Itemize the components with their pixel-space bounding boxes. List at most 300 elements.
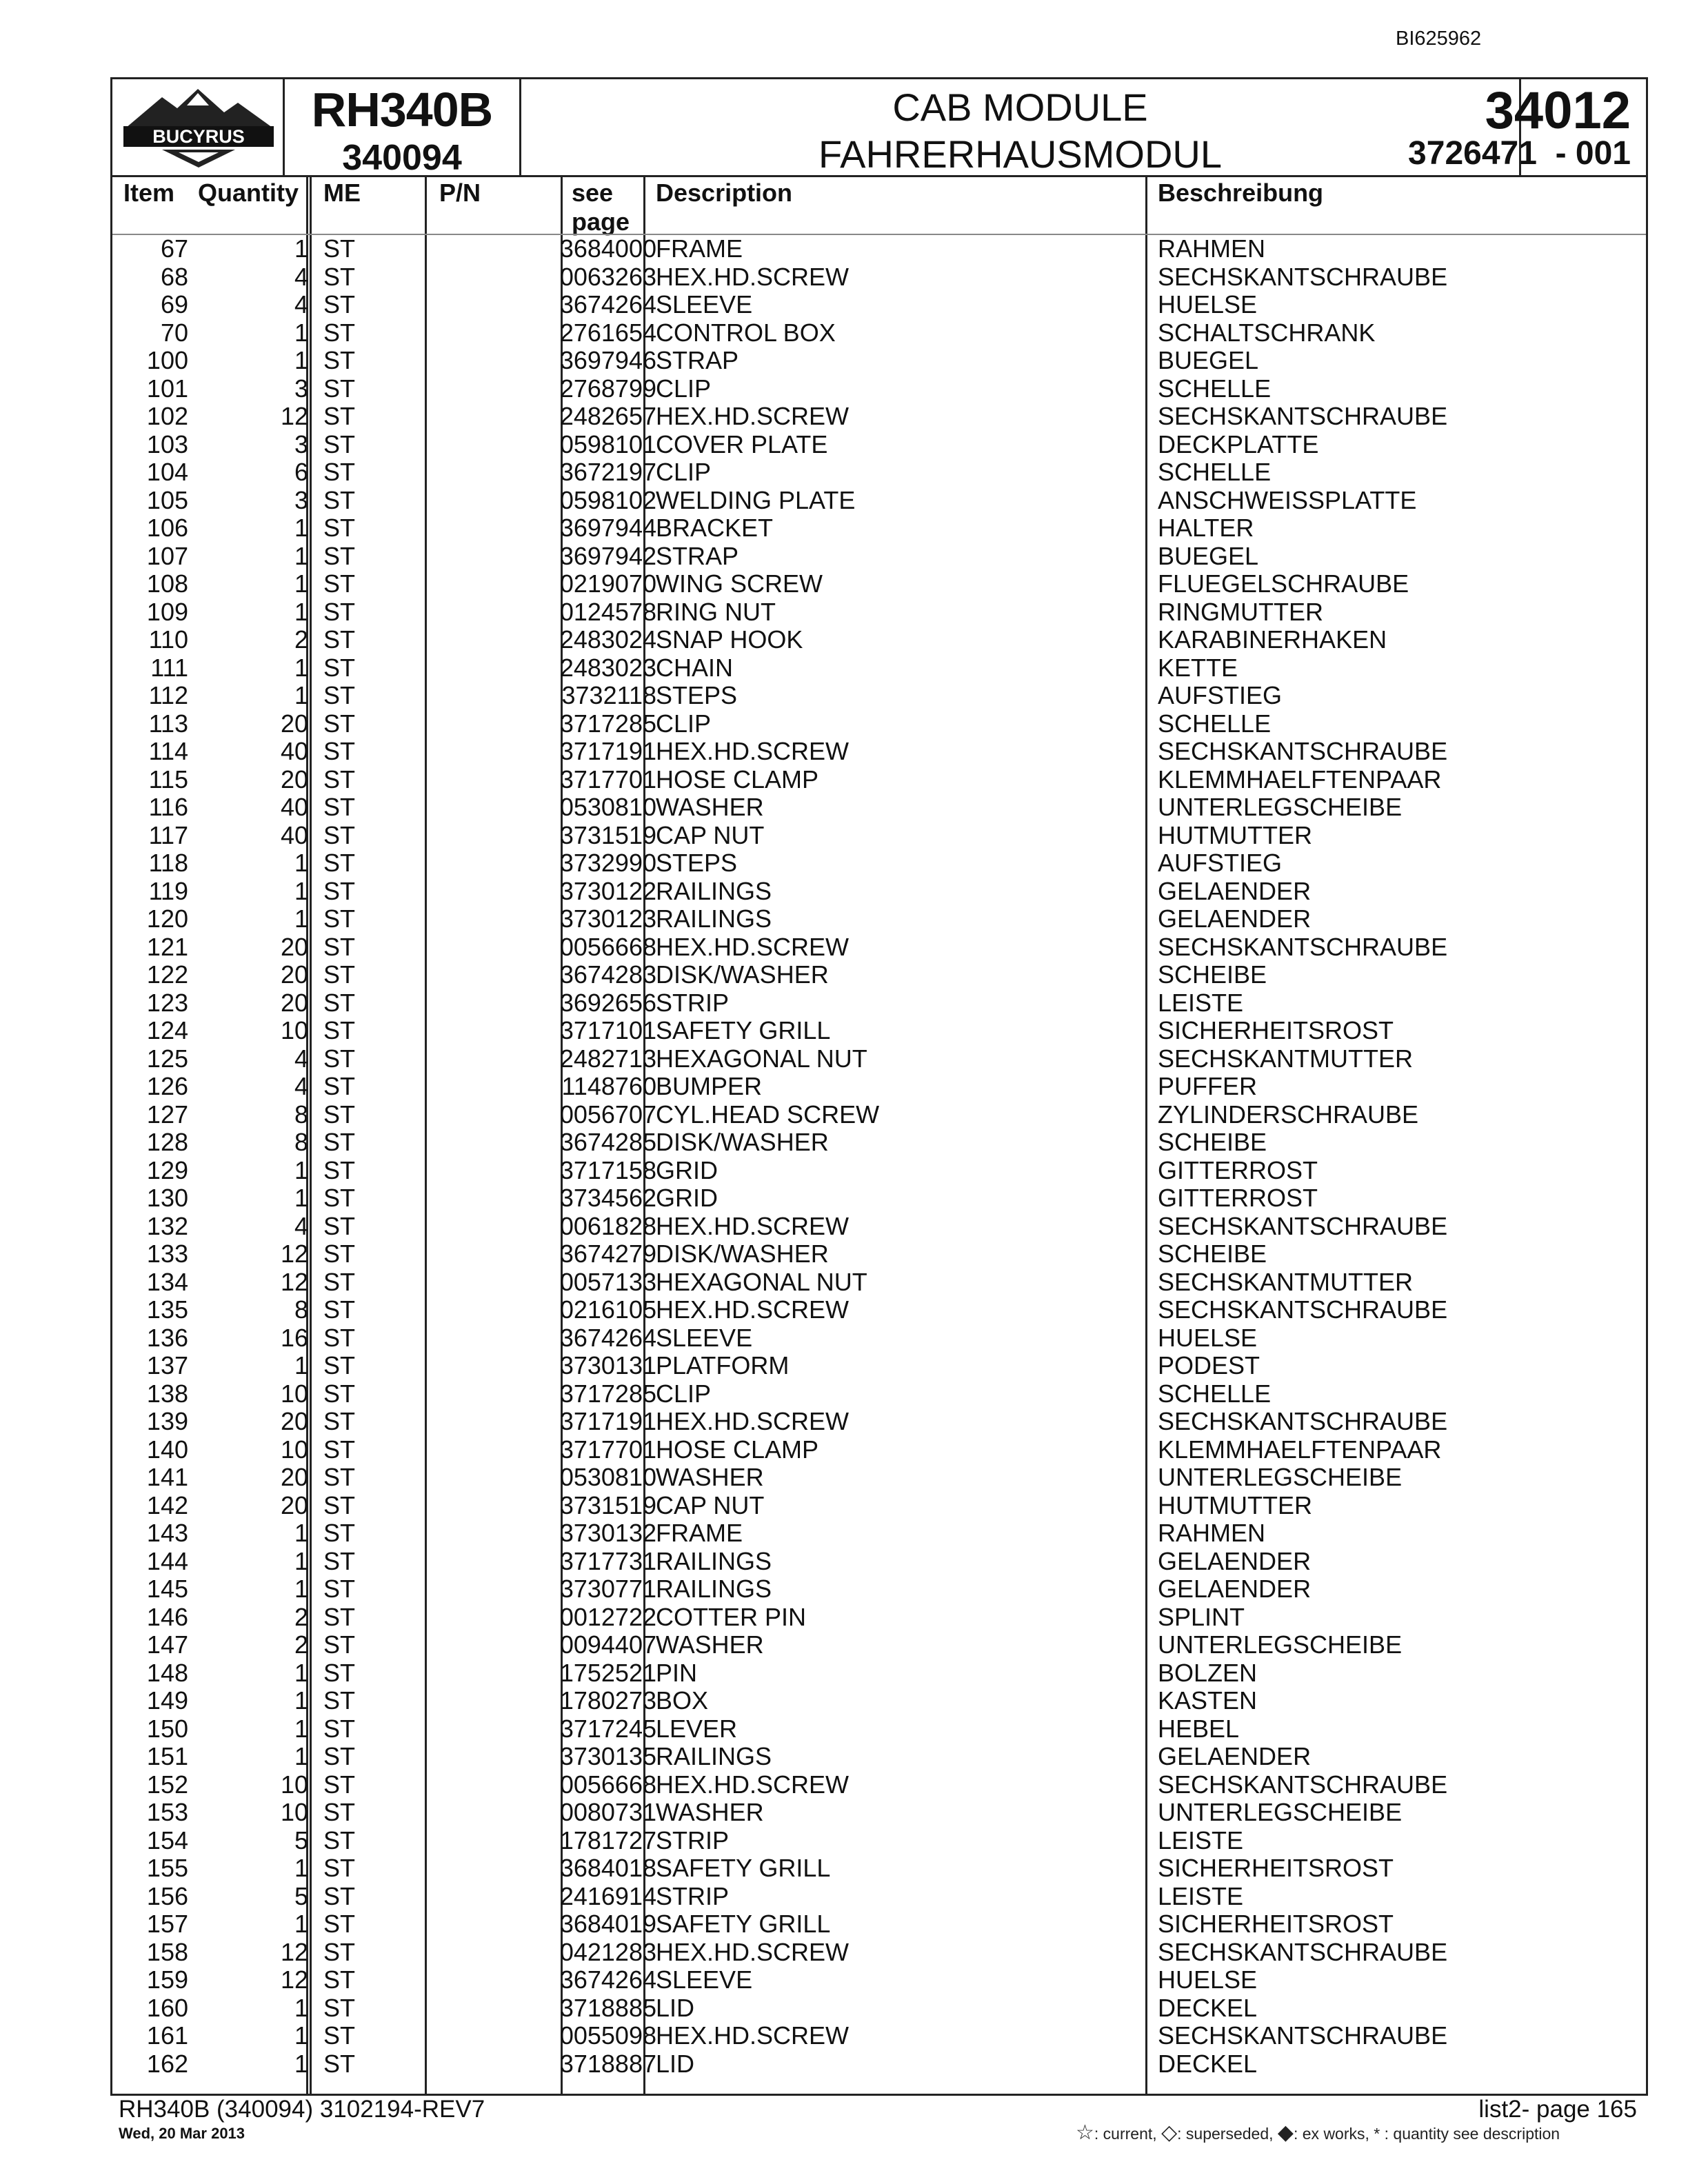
cell-pn: 0598102 xyxy=(559,485,656,514)
cell-item: 119 xyxy=(148,876,188,905)
table-row xyxy=(112,1659,1646,1688)
cell-me: ST xyxy=(323,793,356,821)
cell-beschreibung: HUELSE xyxy=(1158,1323,1258,1352)
cell-pn: 3734562 xyxy=(559,1184,656,1212)
cell-description: DISK/WASHER xyxy=(656,960,829,989)
cell-pn: 3731519 xyxy=(559,1490,656,1519)
cell-quantity: 1 xyxy=(294,1155,308,1184)
cell-description: HEX.HD.SCREW xyxy=(656,737,850,765)
group-reference: 3726471 - 001 xyxy=(1408,135,1631,172)
cell-beschreibung: SECHSKANTSCHRAUBE xyxy=(1158,402,1448,430)
cell-item: 123 xyxy=(146,988,188,1017)
cell-pn: 3674264 xyxy=(559,1323,656,1352)
table-row xyxy=(112,849,1646,878)
table-row xyxy=(112,2050,1646,2079)
cell-description: WASHER xyxy=(656,1630,764,1659)
cell-beschreibung: LEISTE xyxy=(1158,1826,1244,1854)
diamond-filled-icon: ◆ xyxy=(1277,2121,1294,2144)
cell-beschreibung: LEISTE xyxy=(1158,1881,1244,1910)
cell-me: ST xyxy=(323,1044,356,1073)
cell-description: STEPS xyxy=(656,681,738,709)
cell-me: ST xyxy=(323,1993,356,2022)
bucyrus-logo xyxy=(121,85,277,170)
cell-pn: 1148760 xyxy=(561,1072,656,1100)
table-row xyxy=(112,738,1646,766)
cell-item: 107 xyxy=(146,541,188,570)
cell-pn: 3732118 xyxy=(561,681,656,709)
cell-quantity: 10 xyxy=(280,1435,308,1464)
cell-item: 159 xyxy=(146,1965,188,1994)
cell-pn: 3674264 xyxy=(559,1965,656,1994)
table-row xyxy=(112,1352,1646,1380)
cell-item: 68 xyxy=(160,262,188,291)
model-number: 340094 xyxy=(342,138,462,178)
cell-quantity: 1 xyxy=(294,1742,308,1770)
cell-beschreibung: KETTE xyxy=(1158,653,1238,682)
table-row xyxy=(112,598,1646,627)
table-row xyxy=(112,1408,1646,1436)
cell-description: SLEEVE xyxy=(656,1965,753,1994)
table-row xyxy=(112,1157,1646,1185)
cell-description: CLIP xyxy=(656,709,712,738)
cell-quantity: 2 xyxy=(294,625,308,654)
table-row xyxy=(112,1631,1646,1659)
cell-me: ST xyxy=(323,1155,356,1184)
cell-description: LID xyxy=(656,1993,695,2022)
cell-me: ST xyxy=(323,849,356,877)
table-row xyxy=(112,1101,1646,1129)
cell-quantity: 3 xyxy=(294,485,308,514)
cell-description: HEX.HD.SCREW xyxy=(656,2021,850,2050)
cell-description: LID xyxy=(656,2049,695,2078)
cell-item: 144 xyxy=(146,1546,188,1575)
cell-quantity: 12 xyxy=(280,1965,308,1994)
cell-description: WING SCREW xyxy=(656,569,823,598)
cell-item: 109 xyxy=(146,597,188,626)
cell-description: BOX xyxy=(656,1686,709,1715)
cell-me: ST xyxy=(323,1630,356,1659)
cell-pn: 3697942 xyxy=(559,541,656,570)
cell-quantity: 40 xyxy=(280,820,308,849)
cell-description: CHAIN xyxy=(656,653,734,682)
cell-description: RAILINGS xyxy=(656,904,772,933)
cell-description: RING NUT xyxy=(656,597,776,626)
cell-description: CLIP xyxy=(656,1379,712,1408)
cell-me: ST xyxy=(323,1267,356,1296)
cell-item: 136 xyxy=(146,1323,188,1352)
cell-beschreibung: KLEMMHAELFTENPAAR xyxy=(1158,765,1442,793)
cell-description: STRIP xyxy=(656,1881,730,1910)
cell-description: CAP NUT xyxy=(656,820,765,849)
cell-beschreibung: HALTER xyxy=(1158,514,1254,542)
cell-item: 152 xyxy=(146,1770,188,1799)
cell-quantity: 1 xyxy=(294,1993,308,2022)
cell-description: GRID xyxy=(656,1155,718,1184)
cell-beschreibung: SPLINT xyxy=(1158,1602,1245,1631)
cell-pn: 3674283 xyxy=(559,960,656,989)
legend-quantity: * : quantity see description xyxy=(1374,2125,1560,2143)
cell-pn: 3731519 xyxy=(559,820,656,849)
cell-item: 160 xyxy=(146,1993,188,2022)
cell-description: SAFETY GRILL xyxy=(656,1910,831,1938)
cell-beschreibung: UNTERLEGSCHEIBE xyxy=(1158,1798,1403,1826)
cell-pn: 0056668 xyxy=(559,932,656,961)
cell-description: SLEEVE xyxy=(656,290,753,318)
cell-quantity: 4 xyxy=(294,1044,308,1073)
table-row xyxy=(112,1184,1646,1213)
cell-item: 141 xyxy=(146,1463,188,1491)
cell-quantity: 20 xyxy=(280,960,308,989)
cell-me: ST xyxy=(323,1686,356,1715)
cell-pn: 3730135 xyxy=(559,1742,656,1770)
cell-beschreibung: HEBEL xyxy=(1158,1714,1240,1743)
cell-item: 116 xyxy=(148,793,188,821)
cell-pn: 0061828 xyxy=(559,1211,656,1240)
cell-quantity: 20 xyxy=(280,1407,308,1435)
cell-beschreibung: SICHERHEITSROST xyxy=(1158,1854,1394,1882)
cell-quantity: 40 xyxy=(280,737,308,765)
cell-item: 145 xyxy=(146,1575,188,1603)
table-row xyxy=(112,1910,1646,1939)
table-row xyxy=(112,878,1646,906)
cell-me: ST xyxy=(323,737,356,765)
table-row xyxy=(112,822,1646,850)
cell-quantity: 40 xyxy=(280,793,308,821)
cell-me: ST xyxy=(323,1323,356,1352)
cell-beschreibung: SECHSKANTSCHRAUBE xyxy=(1158,1211,1448,1240)
cell-description: GRID xyxy=(656,1184,718,1212)
cell-quantity: 1 xyxy=(294,1184,308,1212)
parts-table-body xyxy=(112,235,1646,2078)
cell-description: DISK/WASHER xyxy=(656,1128,829,1156)
cell-description: CYL.HEAD SCREW xyxy=(656,1100,880,1129)
cell-beschreibung: DECKPLATTE xyxy=(1158,429,1319,458)
cell-quantity: 12 xyxy=(280,1937,308,1966)
cell-beschreibung: FLUEGELSCHRAUBE xyxy=(1158,569,1409,598)
cell-item: 132 xyxy=(146,1211,188,1240)
model-cell xyxy=(285,79,521,178)
cell-description: HEX.HD.SCREW xyxy=(656,1295,850,1324)
cell-pn: 0530810 xyxy=(559,793,656,821)
cell-pn: 3684000 xyxy=(559,234,656,263)
cell-beschreibung: SCHEIBE xyxy=(1158,1128,1267,1156)
table-row xyxy=(112,1575,1646,1604)
cell-pn: 2416914 xyxy=(559,1881,656,1910)
cell-quantity: 2 xyxy=(294,1630,308,1659)
cell-quantity: 4 xyxy=(294,262,308,291)
cell-item: 146 xyxy=(146,1602,188,1631)
cell-me: ST xyxy=(323,1435,356,1464)
cell-item: 108 xyxy=(146,569,188,598)
cell-quantity: 1 xyxy=(294,1686,308,1715)
cell-quantity: 4 xyxy=(294,290,308,318)
cell-item: 147 xyxy=(146,1630,188,1659)
table-row xyxy=(112,570,1646,598)
cell-me: ST xyxy=(323,653,356,682)
cell-item: 150 xyxy=(146,1714,188,1743)
cell-description: COTTER PIN xyxy=(656,1602,807,1631)
cell-pn: 0056668 xyxy=(559,1770,656,1799)
cell-pn: 3697944 xyxy=(559,514,656,542)
cell-me: ST xyxy=(323,569,356,598)
cell-quantity: 1 xyxy=(294,1714,308,1743)
cell-description: STRIP xyxy=(656,1826,730,1854)
cell-pn: 3674285 xyxy=(559,1128,656,1156)
cell-description: HEX.HD.SCREW xyxy=(656,1211,850,1240)
cell-beschreibung: HUTMUTTER xyxy=(1158,1490,1312,1519)
cell-me: ST xyxy=(323,1490,356,1519)
column-header-item: Item xyxy=(123,179,175,207)
cell-pn: 3730771 xyxy=(559,1575,656,1603)
cell-me: ST xyxy=(323,625,356,654)
cell-item: 137 xyxy=(146,1351,188,1379)
cell-item: 143 xyxy=(146,1519,188,1547)
cell-me: ST xyxy=(323,709,356,738)
cell-pn: 3672197 xyxy=(559,458,656,486)
cell-pn: 3717285 xyxy=(559,1379,656,1408)
cell-quantity: 1 xyxy=(294,1910,308,1938)
cell-description: RAILINGS xyxy=(656,1742,772,1770)
cell-beschreibung: AUFSTIEG xyxy=(1158,849,1283,877)
cell-description: FRAME xyxy=(656,234,743,263)
table-row xyxy=(112,1966,1646,1994)
table-row xyxy=(112,319,1646,347)
cell-quantity: 20 xyxy=(280,1463,308,1491)
cell-pn: 0080731 xyxy=(559,1798,656,1826)
cell-beschreibung: GELAENDER xyxy=(1158,1742,1312,1770)
cell-beschreibung: ZYLINDERSCHRAUBE xyxy=(1158,1100,1419,1129)
cell-quantity: 10 xyxy=(280,1016,308,1044)
cell-pn: 2483024 xyxy=(559,625,656,654)
cell-item: 120 xyxy=(146,904,188,933)
cell-pn: 2482657 xyxy=(559,402,656,430)
cell-beschreibung: LEISTE xyxy=(1158,988,1244,1017)
table-row xyxy=(112,1827,1646,1855)
cell-pn: 0055098 xyxy=(559,2021,656,2050)
cell-quantity: 4 xyxy=(294,1072,308,1100)
cell-me: ST xyxy=(323,876,356,905)
cell-description: HEXAGONAL NUT xyxy=(656,1044,867,1073)
cell-item: 121 xyxy=(146,932,188,961)
cell-beschreibung: SECHSKANTSCHRAUBE xyxy=(1158,1770,1448,1799)
cell-beschreibung: GELAENDER xyxy=(1158,904,1312,933)
logo-text: BUCYRUS xyxy=(152,126,245,147)
cell-item: 155 xyxy=(146,1854,188,1882)
cell-me: ST xyxy=(323,1379,356,1408)
cell-me: ST xyxy=(323,1881,356,1910)
diamond-outline-icon: ◇ xyxy=(1161,2121,1178,2144)
cell-pn: 3692656 xyxy=(559,988,656,1017)
cell-beschreibung: SCHELLE xyxy=(1158,458,1272,486)
table-row xyxy=(112,487,1646,515)
cell-me: ST xyxy=(323,1463,356,1491)
cell-description: LEVER xyxy=(656,1714,738,1743)
table-row xyxy=(112,766,1646,794)
cell-quantity: 1 xyxy=(294,2021,308,2050)
cell-pn: 0094407 xyxy=(559,1630,656,1659)
cell-me: ST xyxy=(323,820,356,849)
cell-description: HEXAGONAL NUT xyxy=(656,1267,867,1296)
cell-pn: 0598101 xyxy=(559,429,656,458)
cell-pn: 0421283 xyxy=(559,1937,656,1966)
cell-me: ST xyxy=(323,1602,356,1631)
cell-beschreibung: RAHMEN xyxy=(1158,234,1266,263)
cell-beschreibung: SCHELLE xyxy=(1158,709,1272,738)
document-id: BI625962 xyxy=(1396,28,1482,50)
column-header-description: Description xyxy=(656,179,793,207)
cell-pn: 3717101 xyxy=(559,1016,656,1044)
cell-pn: 0063263 xyxy=(559,262,656,291)
cell-description: WASHER xyxy=(656,793,764,821)
cell-quantity: 1 xyxy=(294,541,308,570)
cell-me: ST xyxy=(323,904,356,933)
table-row xyxy=(112,1854,1646,1883)
table-row xyxy=(112,1380,1646,1408)
cell-beschreibung: SECHSKANTSCHRAUBE xyxy=(1158,1295,1448,1324)
cell-item: 122 xyxy=(146,960,188,989)
cell-quantity: 10 xyxy=(280,1798,308,1826)
cell-beschreibung: GELAENDER xyxy=(1158,876,1312,905)
cell-quantity: 10 xyxy=(280,1770,308,1799)
cell-quantity: 12 xyxy=(280,402,308,430)
cell-pn: 0056707 xyxy=(559,1100,656,1129)
cell-quantity: 1 xyxy=(294,1658,308,1687)
cell-pn: 3730123 xyxy=(559,904,656,933)
cell-quantity: 1 xyxy=(294,597,308,626)
table-row xyxy=(112,1715,1646,1743)
cell-description: HEX.HD.SCREW xyxy=(656,1937,850,1966)
cell-quantity: 1 xyxy=(294,849,308,877)
cell-description: HEX.HD.SCREW xyxy=(656,932,850,961)
table-row xyxy=(112,654,1646,682)
cell-me: ST xyxy=(323,346,356,374)
table-row xyxy=(112,1464,1646,1492)
parts-list-frame xyxy=(110,77,1648,2096)
cell-me: ST xyxy=(323,597,356,626)
cell-quantity: 5 xyxy=(294,1826,308,1854)
group-number: 34012 xyxy=(1485,81,1631,140)
cell-me: ST xyxy=(323,1100,356,1129)
cell-pn: 0219070 xyxy=(559,569,656,598)
cell-pn: 3684018 xyxy=(559,1854,656,1882)
legend-ex-works: : ex works, xyxy=(1293,2125,1369,2143)
cell-beschreibung: SECHSKANTMUTTER xyxy=(1158,1044,1414,1073)
cell-quantity: 1 xyxy=(294,876,308,905)
cell-pn: 3717701 xyxy=(559,1435,656,1464)
cell-quantity: 1 xyxy=(294,904,308,933)
cell-beschreibung: HUELSE xyxy=(1158,290,1258,318)
cell-me: ST xyxy=(323,2021,356,2050)
cell-quantity: 1 xyxy=(294,346,308,374)
cell-item: 156 xyxy=(146,1881,188,1910)
cell-beschreibung: GELAENDER xyxy=(1158,1546,1312,1575)
cell-description: STRAP xyxy=(656,541,739,570)
cell-description: PLATFORM xyxy=(656,1351,790,1379)
table-row xyxy=(112,347,1646,375)
cell-pn: 0530810 xyxy=(559,1463,656,1491)
cell-item: 106 xyxy=(146,514,188,542)
cell-me: ST xyxy=(323,988,356,1017)
table-row xyxy=(112,458,1646,487)
cell-pn: 3697946 xyxy=(559,346,656,374)
title-english: CAB MODULE xyxy=(892,85,1148,129)
table-row xyxy=(112,1296,1646,1324)
cell-beschreibung: GELAENDER xyxy=(1158,1575,1312,1603)
cell-me: ST xyxy=(323,1937,356,1966)
cell-beschreibung: ANSCHWEISSPLATTE xyxy=(1158,485,1417,514)
cell-description: PIN xyxy=(656,1658,698,1687)
cell-beschreibung: RAHMEN xyxy=(1158,1519,1266,1547)
cell-me: ST xyxy=(323,1295,356,1324)
cell-item: 115 xyxy=(148,765,188,793)
cell-quantity: 8 xyxy=(294,1100,308,1129)
cell-item: 138 xyxy=(146,1379,188,1408)
cell-me: ST xyxy=(323,1854,356,1882)
cell-quantity: 4 xyxy=(294,1211,308,1240)
cell-beschreibung: SECHSKANTSCHRAUBE xyxy=(1158,262,1448,291)
cell-beschreibung: AUFSTIEG xyxy=(1158,681,1283,709)
cell-item: 142 xyxy=(146,1490,188,1519)
cell-beschreibung: KLEMMHAELFTENPAAR xyxy=(1158,1435,1442,1464)
cell-quantity: 20 xyxy=(280,709,308,738)
table-row xyxy=(112,1939,1646,1967)
table-row xyxy=(112,1213,1646,1241)
cell-item: 118 xyxy=(148,849,188,877)
cell-quantity: 1 xyxy=(294,2049,308,2078)
cell-pn: 2482713 xyxy=(559,1044,656,1073)
cell-item: 103 xyxy=(146,429,188,458)
cell-description: WASHER xyxy=(656,1463,764,1491)
cell-description: HEX.HD.SCREW xyxy=(656,402,850,430)
cell-item: 134 xyxy=(146,1267,188,1296)
cell-pn: 3730132 xyxy=(559,1519,656,1547)
cell-beschreibung: GITTERROST xyxy=(1158,1184,1318,1212)
cell-description: CLIP xyxy=(656,374,712,403)
cell-pn: 0124578 xyxy=(559,597,656,626)
cell-item: 70 xyxy=(160,318,188,347)
cell-beschreibung: SCHELLE xyxy=(1158,1379,1272,1408)
cell-pn: 1752521 xyxy=(559,1658,656,1687)
cell-beschreibung: RINGMUTTER xyxy=(1158,597,1323,626)
table-row xyxy=(112,263,1646,292)
table-row xyxy=(112,1073,1646,1101)
cell-quantity: 1 xyxy=(294,1546,308,1575)
footer-page: list2- page 165 xyxy=(1478,2096,1637,2123)
column-header-see-page: see page xyxy=(572,179,630,236)
cell-me: ST xyxy=(323,1770,356,1799)
cell-pn: 3730122 xyxy=(559,876,656,905)
logo-cell xyxy=(112,79,285,175)
column-header-me: ME xyxy=(323,179,361,207)
table-row xyxy=(112,1045,1646,1073)
cell-quantity: 1 xyxy=(294,681,308,709)
table-row xyxy=(112,1017,1646,1045)
cell-me: ST xyxy=(323,1016,356,1044)
cell-beschreibung: UNTERLEGSCHEIBE xyxy=(1158,793,1403,821)
table-row xyxy=(112,1604,1646,1632)
table-row xyxy=(112,1324,1646,1353)
table-row xyxy=(112,1492,1646,1520)
cell-beschreibung: BUEGEL xyxy=(1158,541,1259,570)
cell-description: COVER PLATE xyxy=(656,429,828,458)
table-row xyxy=(112,403,1646,431)
cell-item: 162 xyxy=(146,2049,188,2078)
cell-item: 124 xyxy=(146,1016,188,1044)
cell-item: 67 xyxy=(160,234,188,263)
cell-item: 135 xyxy=(146,1295,188,1324)
cell-pn: 3717701 xyxy=(559,765,656,793)
cell-quantity: 1 xyxy=(294,653,308,682)
